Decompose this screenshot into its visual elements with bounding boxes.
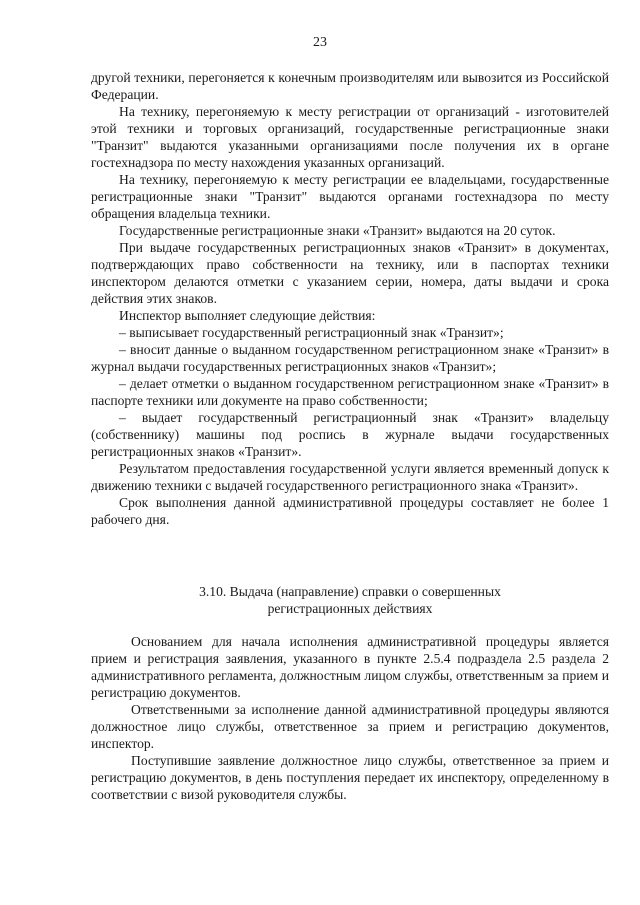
body-text-top [91,69,609,528]
paragraph: Ответственными за исполнение данной административной процедуры являются должностное лицо службы, ответственное за прием и регистрацию документов, инспектор. [91,702,609,751]
paragraph: Поступившие заявление должностное лицо службы, ответственное за прием и регистрацию документов, в день поступления передает их инспектору, определенному в соответствии с визой руководителя службы. [91,753,609,802]
paragraph: На технику, перегоняемую к месту регистрации ее владельцами, государственные регистрационные знаки "Транзит" выдаются органами гостехнадзора по месту обращения владельца техники. [91,172,609,221]
section-heading-line: 3.10. Выдача (направление) справки о совершенных [199,584,501,599]
paragraph: другой техники, перегоняется к конечным производителям или вывозится из Российской Федерации. [91,70,609,102]
paragraph: Основанием для начала исполнения административной процедуры является прием и регистрация заявления, указанного в пункте 2.5.4 подраздела 2.5 раздела 2 административного регламента, должностным лицом службы, ответственным за прием и регистрацию документов. [91,634,609,700]
paragraph: При выдаче государственных регистрационных знаков «Транзит» в документах, подтверждающих право собственности на технику, или в паспортах техники инспектором делаются отметки с указанием серии, номера, даты выдачи и срока действия этих знаков. [91,240,609,306]
page-number: 23 [313,35,327,50]
list-item: – выписывает государственный регистрационный знак «Транзит»; [119,325,504,340]
paragraph: Результатом предоставления государственной услуги является временный допуск к движению техники с выдачей государственного регистрационного знака «Транзит». [91,461,609,493]
section-heading [91,583,609,617]
paragraph: На технику, перегоняемую к месту регистрации от организаций - изготовителей этой техники и торговых организаций, государственные регистрационные знаки "Транзит" выдаются указанными организациями после получения их в органе гостехнадзора по месту нахождения указанных организаций. [91,104,609,170]
list-item: – выдает государственный регистрационный знак «Транзит» владельцу (собственнику) машины под роспись в журнале выдачи государственных регистрационных знаков «Транзит». [91,410,609,459]
list-item: – делает отметки о выданном государственном регистрационном знаке «Транзит» в паспорте техники или документе на право собственности; [91,376,609,408]
list-item: – вносит данные о выданном государственном регистрационном знаке «Транзит» в журнал выдачи государственных регистрационных знаков «Транзит»; [91,342,609,374]
paragraph: Государственные регистрационные знаки «Транзит» выдаются на 20 суток. [119,223,556,238]
body-text-bottom [91,633,609,803]
paragraph: Инспектор выполняет следующие действия: [119,308,376,323]
section-heading-line: регистрационных действиях [267,601,433,616]
paragraph: Срок выполнения данной административной процедуры составляет не более 1 рабочего дня. [91,495,609,527]
